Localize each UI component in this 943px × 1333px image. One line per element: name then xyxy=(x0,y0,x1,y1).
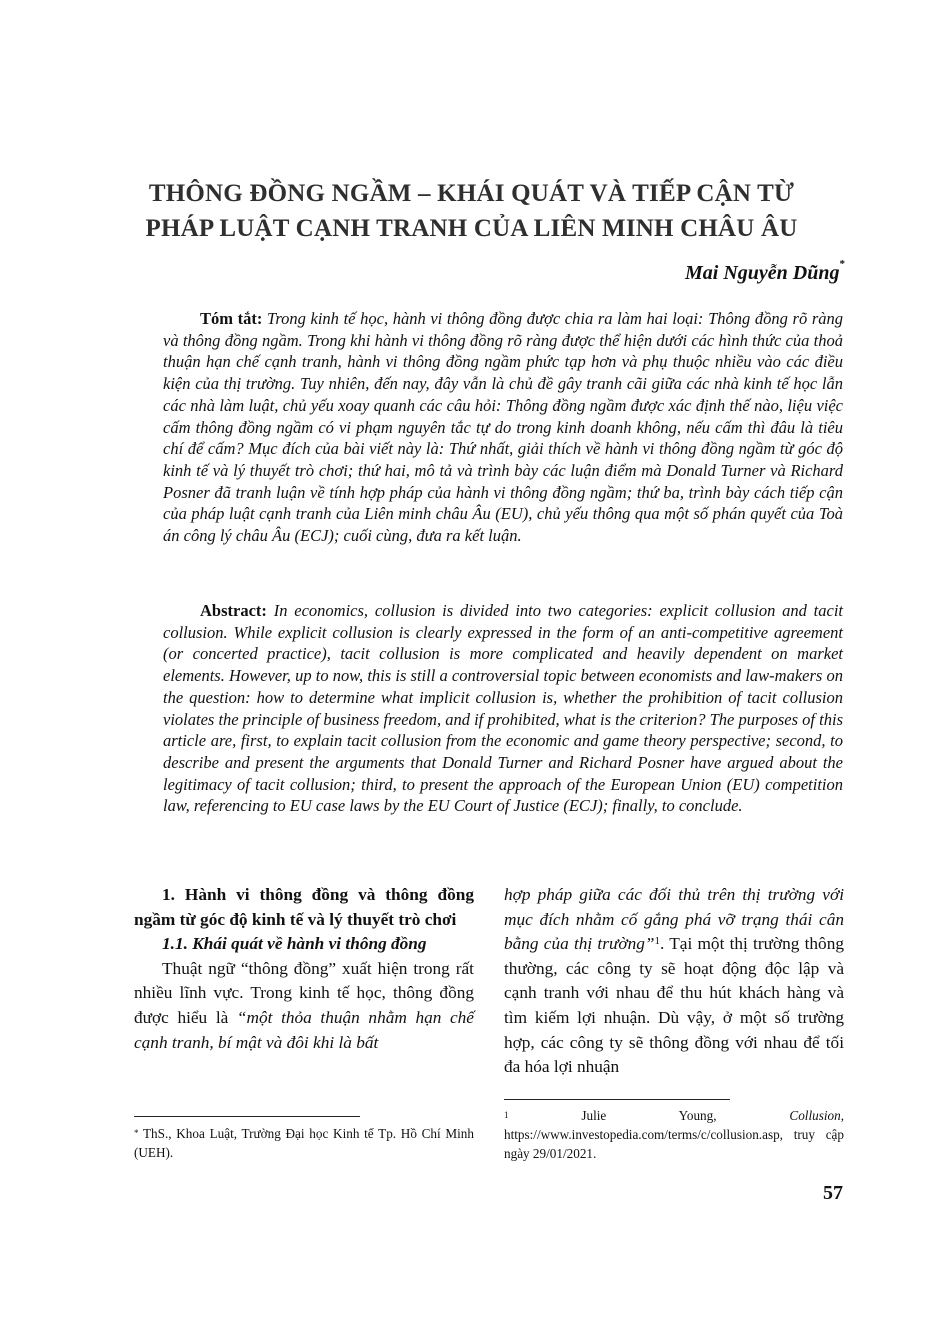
footnote-reference-1: 1 xyxy=(654,935,660,948)
abstract-en-label: Abstract: xyxy=(200,601,267,620)
footnote-divider-right xyxy=(504,1099,730,1100)
section-heading-1: 1. Hành vi thông đồng và thông đồng ngầm từ góc độ kinh tế và lý thuyết trò chơi xyxy=(134,885,474,929)
footnote-text: ThS., Khoa Luật, Trường Đại học Kinh tế Tp. Hồ Chí Minh (UEH). xyxy=(134,1126,474,1160)
footnote-source-title: Collusion xyxy=(789,1108,841,1123)
footnote-1 xyxy=(504,1106,844,1163)
left-column xyxy=(134,883,474,1055)
paragraph-text: . Tại một thị trường thông thường, các công ty sẽ hoạt động độc lập và cạnh tranh với nhau để thu hút khách hàng và tìm kiếm lợi nhuận. Dù vậy, ở một số trường hợp, các công ty sẽ thông đồng với nhau để tối đa hóa lợi nhuận xyxy=(504,934,844,1077)
paragraph-text: Thuật ngữ “thông đồng” xuất hiện trong rất nhiều lĩnh vực. Trong kinh tế học, thông đồng được hiểu là xyxy=(134,958,474,1027)
article-title xyxy=(100,176,843,246)
subsection-heading-1-1: 1.1. Khái quát về hành vi thông đồng xyxy=(162,934,427,954)
body-paragraph-right xyxy=(504,883,844,1080)
quote-text: “một thỏa thuận nhằm hạn chế cạnh tranh, bí mật và đôi khi là bất xyxy=(134,1007,474,1052)
title-line-2: PHÁP LUẬT CẠNH TRANH CỦA LIÊN MINH CHÂU ÂU xyxy=(145,215,798,242)
abstract-vi-label: Tóm tắt: xyxy=(200,309,263,328)
body-paragraph-left xyxy=(134,957,474,1055)
quote-continuation: hợp pháp giữa các đối thủ trên thị trường với mục đích nhằm cố gắng phá vỡ trạng thái cân bằng của thị trường” xyxy=(504,885,844,954)
abstract-en-text: In economics, collusion is divided into two categories: explicit collusion and tacit collusion. While explicit collusion is clearly expressed in the form of an anti-competitive agreement (or concerted practice), tacit collusion is more complicated and heavily dependent on market elements. However, up to now, this is still a controversial topic between economists and law-makers on the question: how to determine what implicit collusion is, whether the prohibition of tacit collusion violates the principle of business freedom, and if prohibited, what is the criterion? The purposes of this article are, first, to explain tacit collusion from the economic and game theory perspective; second, to describe and present the arguments that Donald Turner and Richard Posner have argued about the legitimacy of tacit collusion; third, to present the approach of the European Union (EU) competition law, referencing to EU case laws by the EU Court of Justice (ECJ); finally, to conclude. xyxy=(163,601,844,816)
footnote-divider-left xyxy=(134,1116,360,1117)
title-line-1: THÔNG ĐỒNG NGẦM – KHÁI QUÁT VÀ TIẾP CẬN TỪ xyxy=(148,180,795,207)
right-column xyxy=(504,883,844,1080)
author-footnote-mark: * xyxy=(839,258,845,270)
abstract-english xyxy=(163,600,843,817)
footnote-text-post: , https://www.investopedia.com/terms/c/collusion.asp, truy cập ngày 29/01/2021. xyxy=(504,1108,844,1161)
page-number: 57 xyxy=(823,1182,843,1204)
footnote-mark: * xyxy=(134,1128,139,1138)
abstract-vietnamese xyxy=(163,308,843,547)
footnote-text-pre: Julie Young, xyxy=(508,1108,790,1123)
author-name xyxy=(685,258,845,285)
author-name-text: Mai Nguyễn Dũng xyxy=(685,262,840,284)
abstract-vi-text: Trong kinh tế học, hành vi thông đồng được chia ra làm hai loại: Thông đồng rõ ràng và thông đồng ngầm. Trong khi hành vi thông đồng rõ ràng được thể hiện dưới các hình thức của thoả thuận hạn chế cạnh tranh, hành vi thông đồng ngầm phức tạp hơn và phụ thuộc nhiều vào các điều kiện của thị trường. Tuy nhiên, đến nay, đây vẫn là chủ đề gây tranh cãi giữa các nhà kinh tế học lẫn các nhà làm luật, chủ yếu xoay quanh các câu hỏi: Thông đồng ngầm được xác định thế nào, liệu việc cấm thông đồng ngầm có vi phạm nguyên tắc tự do trong kinh doanh không, nếu cấm thì đâu là tiêu chí để cấm? Mục đích của bài viết này là: Thứ nhất, giải thích về hành vi thông đồng ngầm từ góc độ kinh tế và lý thuyết trò chơi; thứ hai, mô tả và trình bày các luận điểm mà Donald Turner và Richard Posner đã tranh luận về tính hợp pháp của hành vi thông đồng ngầm; thứ ba, trình bày cách tiếp cận của pháp luật cạnh tranh của Liên minh châu Âu (EU), chủ yếu thông qua một số phán quyết của Toà án công lý châu Âu (ECJ); cuối cùng, đưa ra kết luận. xyxy=(163,309,844,546)
footnote-mark: 1 xyxy=(504,1110,509,1120)
footnote-author xyxy=(134,1124,474,1162)
